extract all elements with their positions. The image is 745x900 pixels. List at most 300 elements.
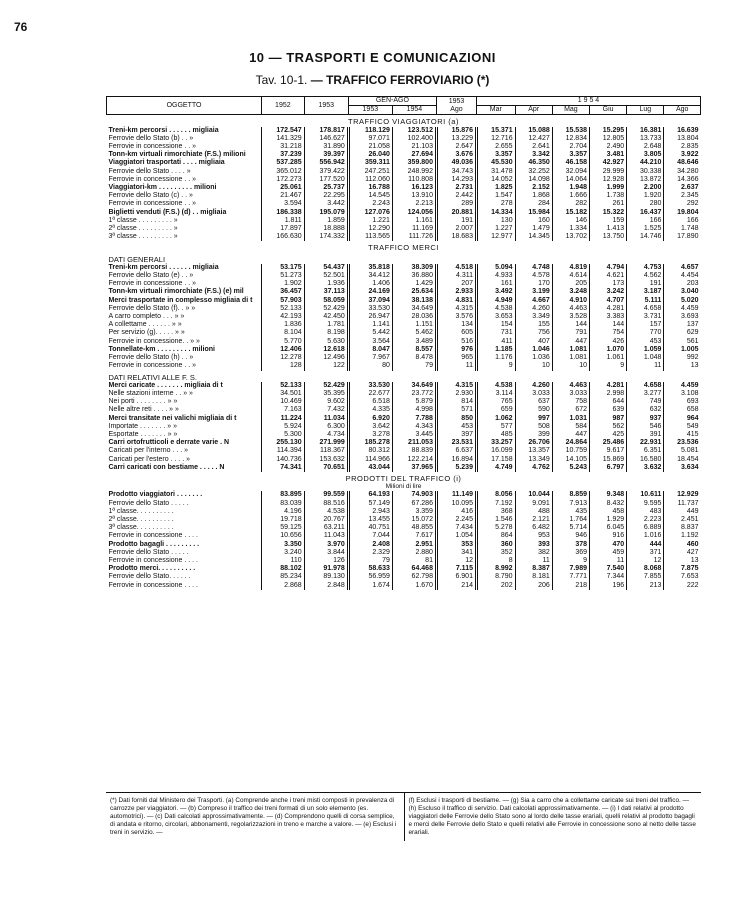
table-cell: 5.630 <box>304 338 348 346</box>
table-cell: 8.478 <box>392 354 436 362</box>
table-cell: 13.357 <box>515 447 552 455</box>
table-row <box>107 382 701 390</box>
table-cell: 26.947 <box>348 313 392 321</box>
table-cell: 5.020 <box>664 297 701 305</box>
table-cell: 35.395 <box>304 390 348 398</box>
table-cell: 15.538 <box>552 127 589 135</box>
page-number: 76 <box>14 20 28 34</box>
table-cell: 118.367 <box>304 447 348 455</box>
unit-note-row <box>107 483 701 491</box>
table-row <box>107 346 701 354</box>
table-cell: 14.366 <box>664 176 701 184</box>
table-cell: 80 <box>348 362 392 370</box>
table-cell: 11 <box>515 557 552 565</box>
table-row <box>107 280 701 288</box>
table-cell: 52.133 <box>262 382 305 390</box>
table-cell: 19.718 <box>262 516 305 524</box>
row-label: A carro completo . . . » » <box>108 313 185 321</box>
header-month: Mar <box>476 106 515 115</box>
table-cell: 34.412 <box>348 272 392 280</box>
table-cell: 693 <box>664 398 701 406</box>
table-cell: 407 <box>515 338 552 346</box>
table-cell: 15.371 <box>476 127 515 135</box>
table-cell: 460 <box>664 541 701 549</box>
table-cell: 3.342 <box>515 151 552 159</box>
table-cell: 15.088 <box>515 127 552 135</box>
table-cell: 13.229 <box>436 135 476 143</box>
table-cell: 91.978 <box>304 565 348 573</box>
table-cell: 52.501 <box>304 272 348 280</box>
table-cell: 1.185 <box>476 346 515 354</box>
table-cell: 644 <box>590 398 627 406</box>
row-label: Ferrovie dello Stato (c) . . » <box>108 192 193 200</box>
table-cell: 1.031 <box>552 415 589 423</box>
table-cell: 15.322 <box>590 209 627 217</box>
table-cell: 110.808 <box>392 176 436 184</box>
table-cell: 5.924 <box>262 423 305 431</box>
table-cell: 444 <box>627 541 664 549</box>
table-cell: 9.091 <box>515 500 552 508</box>
table-cell: 48.855 <box>392 524 436 532</box>
table-cell: 3.240 <box>262 549 305 557</box>
table-cell: 7.788 <box>392 415 436 423</box>
table-cell: 4.562 <box>627 272 664 280</box>
table-cell: 749 <box>627 398 664 406</box>
table-cell: 3.277 <box>627 390 664 398</box>
table-cell: 3.844 <box>304 549 348 557</box>
row-label: Prodotto merci. . . . . . . . . . <box>108 565 196 573</box>
table-cell: 48.646 <box>664 159 701 167</box>
table-cell: 18.683 <box>436 233 476 241</box>
table-cell: 64.468 <box>392 565 436 573</box>
row-label: Ferrovie in concessione . . » <box>108 280 197 288</box>
table-cell: 247.251 <box>348 168 392 176</box>
table-cell: 11.169 <box>392 225 436 233</box>
table-cell: 191 <box>627 280 664 288</box>
table-cell: 10.611 <box>627 491 664 499</box>
table-row <box>107 415 701 423</box>
table-cell: 590 <box>515 406 552 414</box>
table-cell: 1.005 <box>664 346 701 354</box>
section-title: PRODOTTI DEL TRAFFICO (i) <box>345 473 462 483</box>
table-cell: 10 <box>515 362 552 370</box>
table-cell: 3.489 <box>392 338 436 346</box>
table-cell: 1.999 <box>590 184 627 192</box>
table-cell: 74.341 <box>262 464 305 472</box>
subsection-title-row <box>107 253 701 264</box>
table-cell: 4.335 <box>348 406 392 414</box>
table-cell: 37.965 <box>392 464 436 472</box>
table-cell: 284 <box>515 200 552 208</box>
table-cell: 11.034 <box>304 415 348 423</box>
table-cell: 577 <box>476 423 515 431</box>
table-cell: 7.771 <box>552 573 589 581</box>
table-row <box>107 192 701 200</box>
table-cell: 57.903 <box>262 297 305 305</box>
table-cell: 110 <box>262 557 305 565</box>
table-cell: 178.817 <box>304 127 348 135</box>
section-title-row <box>107 472 701 483</box>
table-cell: 3.187 <box>627 288 664 296</box>
table-row <box>107 151 701 159</box>
subsection-title-row <box>107 371 701 382</box>
header-oggetto: OGGETTO <box>107 97 262 115</box>
table-cell: 222 <box>664 582 701 590</box>
table-cell: 22.931 <box>627 439 664 447</box>
table-cell: 1.929 <box>590 516 627 524</box>
table-cell: 4.463 <box>552 382 589 390</box>
row-label: 2ª classe . . . . . . . . . » <box>108 225 178 233</box>
table-cell: 2.007 <box>436 225 476 233</box>
header-month: Giu <box>590 106 627 115</box>
table-cell: 14.064 <box>552 176 589 184</box>
table-cell: 3.970 <box>304 541 348 549</box>
table-cell: 173 <box>590 280 627 288</box>
table-cell: 2.848 <box>304 582 348 590</box>
table-cell: 992 <box>664 354 701 362</box>
table-cell: 202 <box>476 582 515 590</box>
table-cell: 2.200 <box>627 184 664 192</box>
table-cell: 341 <box>436 549 476 557</box>
table-cell: 1.948 <box>552 184 589 192</box>
table-row <box>107 176 701 184</box>
table-cell: 447 <box>552 338 589 346</box>
table-cell: 3.349 <box>515 313 552 321</box>
table-cell: 159 <box>590 217 627 225</box>
table-cell: 447 <box>552 431 589 439</box>
table-cell: 16.123 <box>392 184 436 192</box>
table-cell: 13.910 <box>392 192 436 200</box>
table-cell: 546 <box>627 423 664 431</box>
table-cell: 4.762 <box>515 464 552 472</box>
table-cell: 271.999 <box>304 439 348 447</box>
table-cell: 916 <box>590 532 627 540</box>
table-cell: 1.046 <box>515 346 552 354</box>
table-cell: 5.714 <box>552 524 589 532</box>
table-cell: 14.345 <box>515 233 552 241</box>
table-cell: 1.151 <box>392 321 436 329</box>
table-cell: 26.706 <box>515 439 552 447</box>
table-cell: 140.736 <box>262 456 305 464</box>
table-row <box>107 557 701 565</box>
table-cell: 128 <box>262 362 305 370</box>
table-cell: 987 <box>590 415 627 423</box>
table-cell: 28.036 <box>392 313 436 321</box>
table-cell: 12.834 <box>552 135 589 143</box>
table-cell: 637 <box>515 398 552 406</box>
header-month: Apr <box>515 106 552 115</box>
table-row <box>107 500 701 508</box>
table-cell: 292 <box>664 200 701 208</box>
table-cell: 765 <box>476 398 515 406</box>
row-label: Nelle stazioni interne . . » » <box>108 389 193 397</box>
table-cell: 2.442 <box>436 192 476 200</box>
table-cell: 9 <box>476 362 515 370</box>
table-cell: 1.825 <box>476 184 515 192</box>
row-label: 2ª classe. . . . . . . . . . <box>108 515 174 523</box>
row-label: Merci trasportate in complesso migliaia di t <box>108 296 253 304</box>
table-cell: 1.764 <box>552 516 589 524</box>
table-row <box>107 491 701 499</box>
table-cell: 13.702 <box>552 233 589 241</box>
table-cell: 44.210 <box>627 159 664 167</box>
table-cell: 2.933 <box>436 288 476 296</box>
table-cell: 33.257 <box>476 439 515 447</box>
table-cell: 15.182 <box>552 209 589 217</box>
table-cell: 368 <box>476 508 515 516</box>
table-cell: 3.442 <box>304 200 348 208</box>
table-cell: 58.059 <box>304 297 348 305</box>
table-cell: 4.315 <box>436 382 476 390</box>
table-cell: 4.998 <box>392 406 436 414</box>
table-cell: 426 <box>590 338 627 346</box>
table-cell: 15.295 <box>590 127 627 135</box>
table-cell: 485 <box>476 431 515 439</box>
table-cell: 4.538 <box>476 382 515 390</box>
table-cell: 2.490 <box>590 143 627 151</box>
row-label: 1ª classe. . . . . . . . . . <box>108 507 174 515</box>
table-cell: 4.311 <box>436 272 476 280</box>
table-cell: 39.397 <box>304 151 348 159</box>
table-cell: 1.161 <box>392 217 436 225</box>
table-cell: 16.894 <box>436 456 476 464</box>
chapter-title: 10 — TRASPORTI E COMUNICAZIONI <box>249 50 496 65</box>
table-row <box>107 225 701 233</box>
table-cell: 53.175 <box>262 264 305 272</box>
table-cell: 99.559 <box>304 491 348 499</box>
table-cell: 571 <box>436 406 476 414</box>
header-month: Ago <box>664 106 701 115</box>
table-row <box>107 406 701 414</box>
table-cell: 1.479 <box>515 225 552 233</box>
table-cell: 278 <box>476 200 515 208</box>
table-cell: 483 <box>627 508 664 516</box>
table-row <box>107 582 701 590</box>
table-cell: 137 <box>664 321 701 329</box>
row-label: Ferrovie dello Stato. . . . . . <box>108 573 191 581</box>
table-cell: 4.794 <box>590 264 627 272</box>
table-cell: 365.012 <box>262 168 305 176</box>
table-cell: 458 <box>590 508 627 516</box>
table-cell: 12.290 <box>348 225 392 233</box>
table-cell: 4.281 <box>590 305 627 313</box>
table-cell: 425 <box>590 431 627 439</box>
table-cell: 7.192 <box>476 500 515 508</box>
table-cell: 416 <box>436 508 476 516</box>
table-cell: 415 <box>664 431 701 439</box>
table-cell: 658 <box>664 406 701 414</box>
table-cell: 4.614 <box>552 272 589 280</box>
table-cell: 449 <box>664 508 701 516</box>
table-cell: 172.273 <box>262 176 305 184</box>
table-cell: 174.332 <box>304 233 348 241</box>
table-cell: 30.338 <box>627 168 664 176</box>
table-cell: 4.734 <box>304 431 348 439</box>
table-cell: 2.637 <box>664 184 701 192</box>
table-row <box>107 127 701 135</box>
table-cell: 2.245 <box>436 516 476 524</box>
table-cell: 13 <box>664 362 701 370</box>
table-cell: 146.627 <box>304 135 348 143</box>
table-cell: 155 <box>515 321 552 329</box>
table-cell: 1.141 <box>348 321 392 329</box>
table-cell: 378 <box>552 541 589 549</box>
table-cell: 1.525 <box>627 225 664 233</box>
table-cell: 435 <box>552 508 589 516</box>
table-cell: 16.788 <box>348 184 392 192</box>
table-cell: 130 <box>476 217 515 225</box>
table-cell: 18.454 <box>664 456 701 464</box>
table-cell: 2.835 <box>664 143 701 151</box>
table-cell: 70.651 <box>304 464 348 472</box>
table-row <box>107 200 701 208</box>
table-cell: 1.546 <box>476 516 515 524</box>
table-cell: 13.872 <box>627 176 664 184</box>
table-cell: 177.520 <box>304 176 348 184</box>
table-row <box>107 209 701 217</box>
table-cell: 172.547 <box>262 127 305 135</box>
table-cell: 42.450 <box>304 313 348 321</box>
table-cell: 1.920 <box>627 192 664 200</box>
table-cell: 5.442 <box>348 329 392 337</box>
table-cell: 11.737 <box>664 500 701 508</box>
table-cell: 1.670 <box>392 582 436 590</box>
table-cell: 1.016 <box>627 532 664 540</box>
table-cell: 8.068 <box>627 565 664 573</box>
row-label: Ferrovie dello Stato . . . . . <box>108 499 189 507</box>
table-cell: 36.880 <box>392 272 436 280</box>
table-row <box>107 439 701 447</box>
table-cell: 411 <box>476 338 515 346</box>
table-cell: 54.437 <box>304 264 348 272</box>
table-cell: 11 <box>627 362 664 370</box>
table-cell: 52.429 <box>304 305 348 313</box>
table-cell: 14.545 <box>348 192 392 200</box>
table-cell: 1.059 <box>627 346 664 354</box>
table-cell: 1.836 <box>262 321 305 329</box>
table-cell: 10.759 <box>552 447 589 455</box>
table-cell: 22.295 <box>304 192 348 200</box>
table-cell: 537.285 <box>262 159 305 167</box>
table-cell: 12.406 <box>262 346 305 354</box>
table-cell: 814 <box>436 398 476 406</box>
table-cell: 11.043 <box>304 532 348 540</box>
header-ago-1953-year: 1953 <box>448 97 465 105</box>
table-cell: 161 <box>476 280 515 288</box>
table-cell: 213 <box>627 582 664 590</box>
table-cell: 34.649 <box>392 382 436 390</box>
table-cell: 26.040 <box>348 151 392 159</box>
table-cell: 4.315 <box>436 305 476 313</box>
table-cell: 67.286 <box>392 500 436 508</box>
table-cell: 2.152 <box>515 184 552 192</box>
table-cell: 3.528 <box>552 313 589 321</box>
table-cell: 88.516 <box>304 500 348 508</box>
table-cell: 453 <box>627 338 664 346</box>
table-cell: 58.633 <box>348 565 392 573</box>
table-cell: 81 <box>392 557 436 565</box>
table-row <box>107 264 701 272</box>
table-row <box>107 159 701 167</box>
table-cell: 45.530 <box>476 159 515 167</box>
table-cell: 15.984 <box>515 209 552 217</box>
table-cell: 3.114 <box>476 390 515 398</box>
table-cell: 4.454 <box>664 272 701 280</box>
table-cell: 144 <box>552 321 589 329</box>
table-row <box>107 217 701 225</box>
table-cell: 397 <box>436 431 476 439</box>
table-cell: 7.432 <box>304 406 348 414</box>
table-cell: 1.936 <box>304 280 348 288</box>
table-cell: 2.930 <box>436 390 476 398</box>
table-cell: 146 <box>552 217 589 225</box>
table-cell: 6.637 <box>436 447 476 455</box>
table-cell: 561 <box>664 338 701 346</box>
table-cell: 672 <box>552 406 589 414</box>
table-cell: 11.149 <box>436 491 476 499</box>
table-cell: 38.138 <box>392 297 436 305</box>
table-cell: 4.538 <box>476 305 515 313</box>
row-label: Ferrovie in concessione . . » <box>108 175 197 183</box>
table-cell: 659 <box>476 406 515 414</box>
table-cell: 791 <box>552 329 589 337</box>
table-cell: 1.781 <box>304 321 348 329</box>
table-body <box>107 115 701 590</box>
table-cell: 12.716 <box>476 135 515 143</box>
table-cell: 21.103 <box>392 143 436 151</box>
table-cell: 4.459 <box>664 305 701 313</box>
table-cell: 34.743 <box>436 168 476 176</box>
table-cell: 9 <box>590 362 627 370</box>
row-label: Carri caricati con bestiame . . . . . N <box>108 463 225 471</box>
table-cell: 9.602 <box>304 398 348 406</box>
table-cell: 1.070 <box>590 346 627 354</box>
table-cell: 37.094 <box>348 297 392 305</box>
table-cell: 13.349 <box>515 456 552 464</box>
table-cell: 3.359 <box>392 508 436 516</box>
table-cell: 3.278 <box>348 431 392 439</box>
table-cell: 1.547 <box>476 192 515 200</box>
table-cell: 17.890 <box>664 233 701 241</box>
table-cell: 756 <box>515 329 552 337</box>
header-gen-ago: GEN-AGO <box>348 97 436 106</box>
table-cell: 8.104 <box>262 329 305 337</box>
table-cell: 5.278 <box>476 524 515 532</box>
table-cell: 4.819 <box>552 264 589 272</box>
subsection-title: DATI RELATIVI ALLE F. S. <box>108 372 198 382</box>
table-cell: 4.578 <box>515 272 552 280</box>
table-cell: 114.394 <box>262 447 305 455</box>
table-cell: 19.804 <box>664 209 701 217</box>
table-row <box>107 549 701 557</box>
table-cell: 352 <box>476 549 515 557</box>
table-cell: 369 <box>552 549 589 557</box>
table-cell: 15.072 <box>392 516 436 524</box>
row-label: Ferrovie in concessione . . » <box>108 200 197 208</box>
table-row <box>107 390 701 398</box>
table-cell: 976 <box>436 346 476 354</box>
table-cell: 34.649 <box>392 305 436 313</box>
table-cell: 10.656 <box>262 532 305 540</box>
table-cell: 124.056 <box>392 209 436 217</box>
table-cell: 126 <box>304 557 348 565</box>
table-row <box>107 297 701 305</box>
table-cell: 758 <box>552 398 589 406</box>
table-cell: 8.557 <box>392 346 436 354</box>
table-cell: 170 <box>515 280 552 288</box>
table-cell: 7.989 <box>552 565 589 573</box>
table-cell: 16.381 <box>627 127 664 135</box>
